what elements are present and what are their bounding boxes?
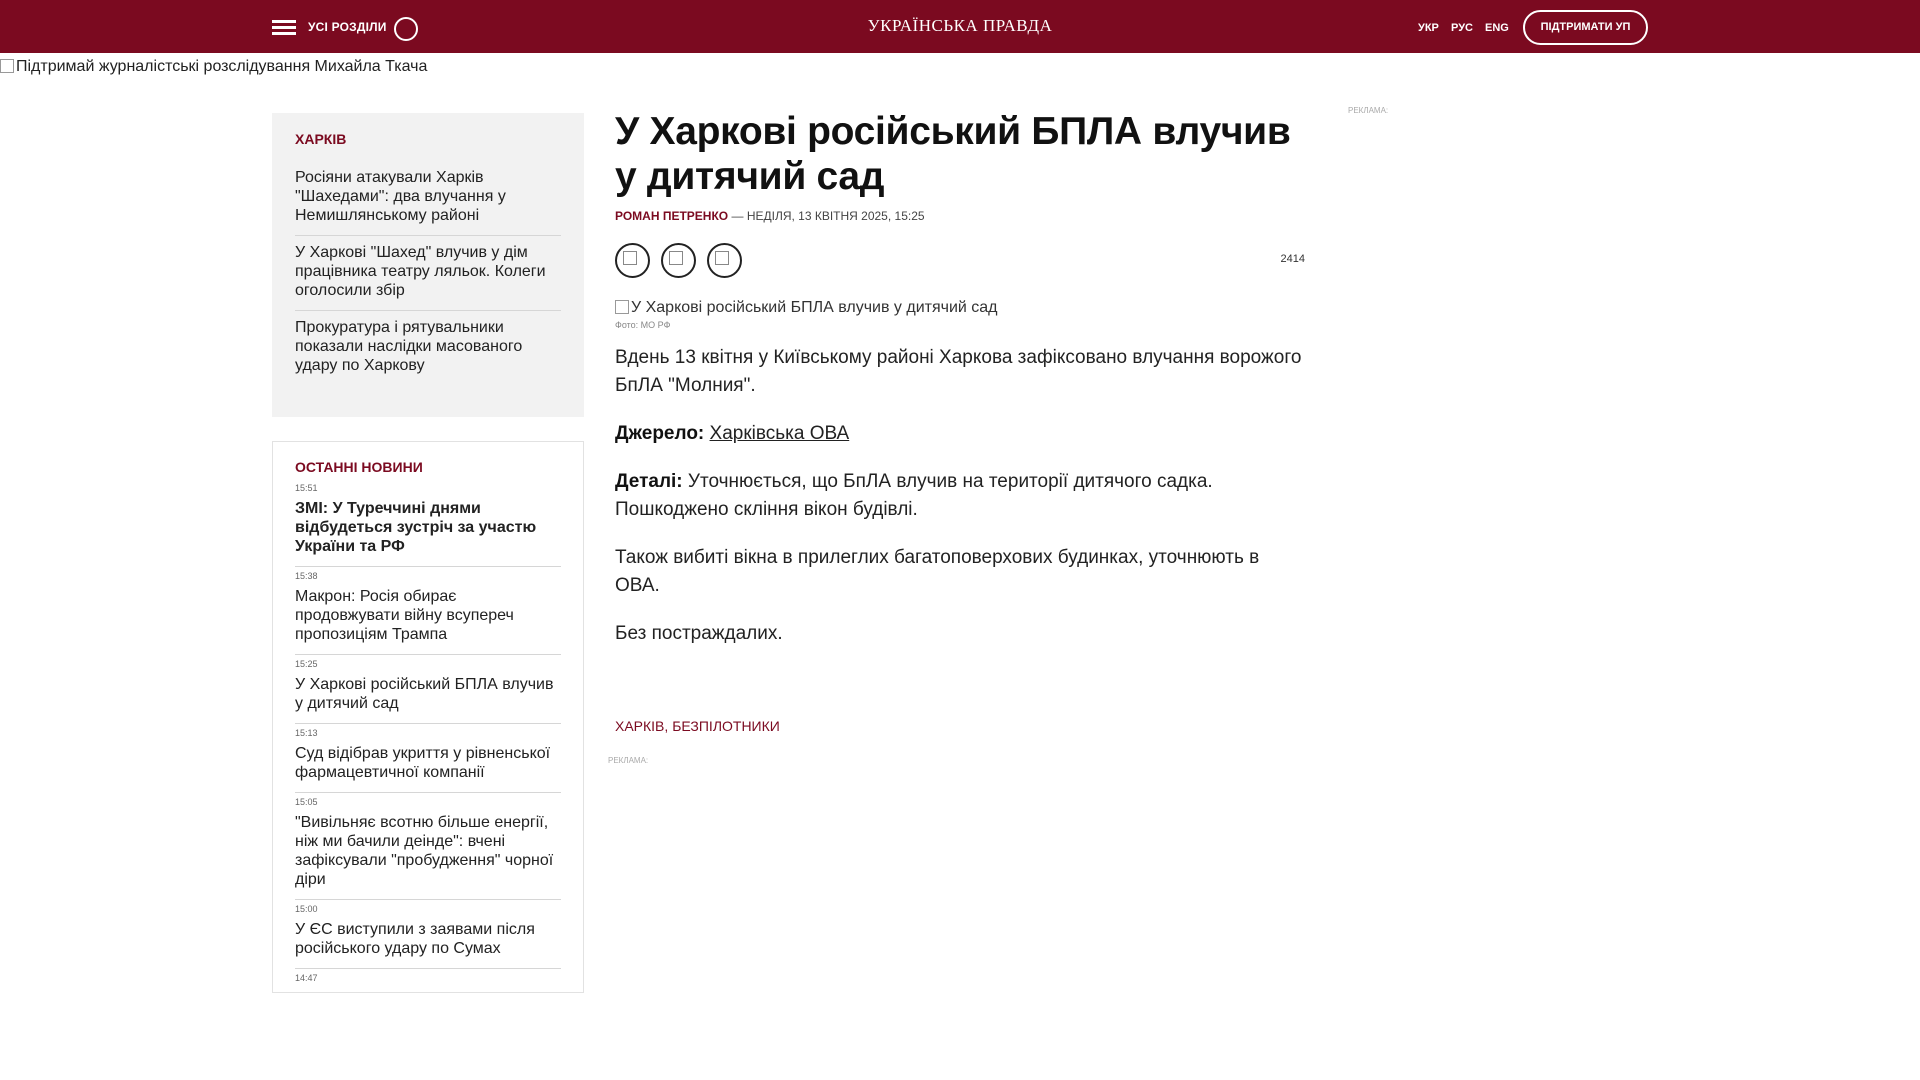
list-item[interactable]: Росіяни атакували Харків "Шахедами": два влучання у Немишлянському районі — [295, 161, 561, 236]
article-paragraph: Вдень 13 квітня у Київському районі Харкова зафіксовано влучання ворожого БпЛА "Молния". — [615, 347, 1302, 396]
source-link[interactable]: Харківська ОВА — [709, 423, 850, 444]
share-twitter-button[interactable] — [661, 243, 696, 278]
tag-separator: , — [664, 718, 673, 734]
latest-news-box — [272, 441, 584, 993]
list-item[interactable] — [295, 900, 561, 969]
broken-image-icon — [615, 300, 629, 314]
tag-link[interactable]: БЕЗПІЛОТНИКИ — [672, 718, 780, 734]
news-title[interactable]: "Вивільняє всотню більше енергії, ніж ми бачили деінде": вчені зафіксували "пробудження" чорної діри — [295, 814, 554, 888]
news-time: 15:00 — [295, 904, 318, 914]
top-navigation-bar — [0, 0, 1920, 53]
share-facebook-button[interactable] — [615, 243, 650, 278]
ad-label: РЕКЛАМА: — [1348, 106, 1389, 115]
article-paragraph: Також вибиті вікна в прилеглих багатоповерхових будинках, уточнюють в ОВА. — [615, 547, 1260, 596]
telegram-icon — [715, 251, 729, 265]
source-label: Джерело: — [615, 423, 705, 444]
support-button[interactable]: ПІДТРИМАТИ УП — [1523, 10, 1648, 45]
news-time: 15:38 — [295, 571, 318, 581]
article-date: НЕДІЛЯ, 13 КВІТНЯ 2025, 15:25 — [746, 209, 925, 223]
list-item[interactable] — [295, 724, 561, 793]
city-box-heading[interactable]: ХАРКІВ — [295, 131, 347, 147]
news-time: 14:47 — [295, 973, 318, 983]
article-photo — [615, 299, 1305, 317]
site-logo[interactable]: УКРАЇНСЬКА ПРАВДА — [867, 16, 1053, 35]
news-title[interactable]: Макрон: Росія обирає продовжувати війну всупереч пропозиціям Трампа — [295, 588, 514, 643]
lang-ukr-link[interactable]: УКР — [1418, 22, 1439, 34]
ad-label: РЕКЛАМА: — [608, 756, 649, 765]
lang-eng-link[interactable]: ENG — [1485, 22, 1509, 34]
author-link[interactable]: РОМАН ПЕТРЕНКО — [615, 209, 729, 223]
details-label: Деталі: — [615, 471, 683, 492]
twitter-icon — [669, 251, 683, 265]
news-title[interactable]: ЗМІ: У Туреччині днями відбудеться зустріч за участю України та РФ — [295, 500, 537, 555]
list-item[interactable] — [295, 793, 561, 900]
broken-image-icon — [0, 59, 14, 73]
promo-banner[interactable] — [0, 58, 427, 76]
details-text: Уточнюється, що БпЛА влучив на території дитячого садка. Пошкоджено скління вікон будівлі. — [615, 471, 1213, 520]
news-time: 15:13 — [295, 728, 318, 738]
views-count: 2414 — [1280, 253, 1305, 265]
all-sections-link[interactable]: УСІ РОЗДІЛИ — [308, 20, 387, 34]
list-item[interactable]: Прокуратура і рятувальники показали наслідки масованого удару по Харкову — [295, 319, 523, 374]
photo-alt-text: У Харкові російський БПЛА влучив у дитячий сад — [631, 299, 998, 316]
article-details — [615, 468, 1305, 524]
article-tags — [615, 718, 1305, 734]
lang-rus-link[interactable]: РУС — [1451, 22, 1473, 34]
list-item[interactable] — [295, 567, 561, 655]
news-title[interactable]: У ЄС виступили з заявами після російського удару по Сумах — [295, 921, 535, 957]
list-item[interactable] — [295, 479, 561, 567]
share-row — [615, 243, 1305, 279]
byline-separator: — — [728, 209, 747, 223]
news-time: 15:05 — [295, 797, 318, 807]
promo-banner-text: Підтримай журналістські розслідування Михайла Ткача — [16, 58, 428, 75]
news-title[interactable]: Суд відібрав укриття у рівненської фармацевтичної компанії — [295, 745, 551, 781]
article-source — [615, 420, 1305, 448]
tag-link[interactable]: ХАРКІВ — [615, 718, 665, 734]
news-title[interactable]: У Харкові російський БПЛА влучив у дитячий сад — [295, 676, 554, 712]
list-item[interactable]: У Харкові "Шахед" влучив у дім працівника театру ляльок. Колеги оголосили збір — [295, 236, 561, 311]
list-item[interactable] — [295, 655, 561, 724]
news-time: 15:51 — [295, 483, 318, 493]
article — [615, 109, 1305, 734]
article-paragraph: Без постраждалих. — [615, 623, 783, 644]
news-time: 15:25 — [295, 659, 318, 669]
share-telegram-button[interactable] — [707, 243, 742, 278]
city-news-box — [272, 113, 584, 417]
article-title: У Харкові російський БПЛА влучив у дитячий сад — [615, 110, 1291, 198]
facebook-icon — [623, 251, 637, 265]
list-item[interactable] — [295, 969, 561, 993]
latest-news-heading[interactable]: ОСТАННІ НОВИНИ — [295, 459, 423, 475]
photo-credit: Фото: МО РФ — [615, 320, 671, 330]
article-byline — [615, 209, 1305, 223]
